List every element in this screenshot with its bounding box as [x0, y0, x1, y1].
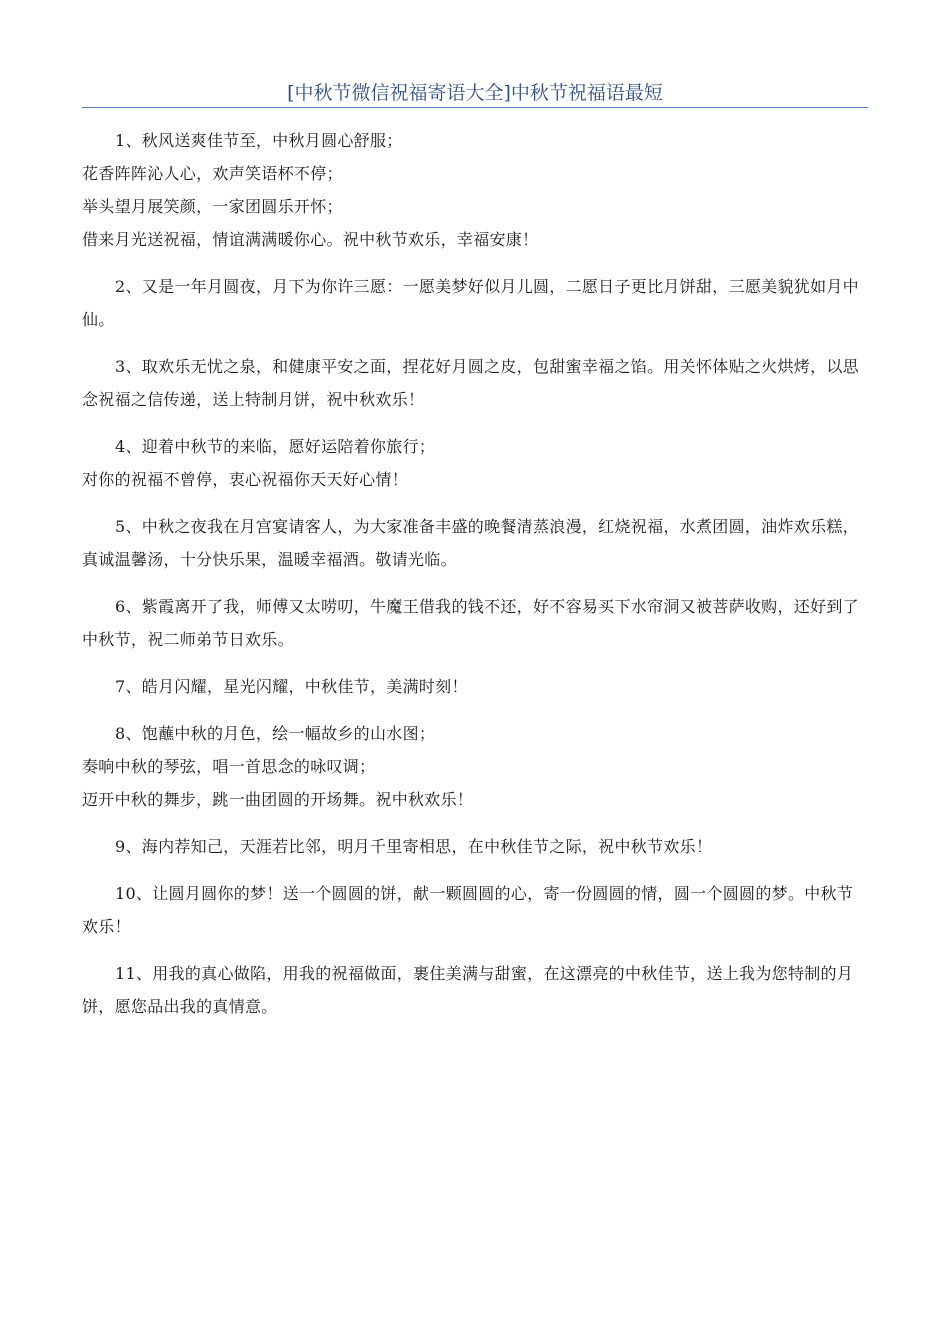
paragraph-line: 4、迎着中秋节的来临，愿好运陪着你旅行；	[115, 437, 436, 456]
paragraph-7: 7、皓月闪耀，星光闪耀，中秋佳节，美满时刻！	[115, 677, 468, 696]
paragraph-5: 5、中秋之夜我在月宫宴请客人，为大家准备丰盛的晚餐清蒸浪漫，红烧祝福，水煮团圆，油炸欢乐糕，真诚温馨汤，十分快乐果，温暖幸福酒。敬请光临。	[82, 517, 859, 569]
paragraph-11: 11、用我的真心做陷，用我的祝福做面，裹住美满与甜蜜，在这漂亮的中秋佳节，送上我为您特制的月饼，愿您品出我的真情意。	[82, 964, 854, 1016]
paragraph-line: 借来月光送祝福，情谊满满暖你心。祝中秋节欢乐，幸福安康！	[82, 230, 539, 249]
paragraph-4	[82, 430, 868, 496]
document-title: [中秋节微信祝福寄语大全]中秋节祝福语最短	[287, 82, 663, 104]
paragraph-line: 花香阵阵沁人心，欢声笑语杯不停；	[82, 164, 343, 183]
paragraph-line: 奏响中秋的琴弦，唱一首思念的咏叹调；	[82, 757, 376, 776]
paragraph-line: 1、秋风送爽佳节至，中秋月圆心舒服；	[115, 131, 403, 150]
title-underline	[82, 107, 868, 108]
paragraph-3: 3、取欢乐无忧之泉，和健康平安之面，捏花好月圆之皮，包甜蜜幸福之馅。用关怀体贴之火烘烤，以思念祝福之信传递，送上特制月饼，祝中秋欢乐！	[82, 357, 859, 409]
document-body	[82, 124, 868, 1037]
paragraph-10: 10、让圆月圆你的梦！送一个圆圆的饼，献一颗圆圆的心，寄一份圆圆的情，圆一个圆圆的梦。中秋节欢乐！	[82, 884, 854, 936]
paragraph-line: 8、饱蘸中秋的月色，绘一幅故乡的山水图；	[115, 724, 436, 743]
paragraph-line: 举头望月展笑颜，一家团圆乐开怀；	[82, 197, 343, 216]
paragraph-line: 迈开中秋的舞步，跳一曲团圆的开场舞。祝中秋欢乐！	[82, 790, 474, 809]
paragraph-8	[82, 717, 868, 816]
paragraph-2: 2、又是一年月圆夜，月下为你许三愿：一愿美梦好似月儿圆，二愿日子更比月饼甜，三愿美貌犹如月中仙。	[82, 277, 859, 329]
paragraph-line: 对你的祝福不曾停，衷心祝福你天天好心情！	[82, 470, 409, 489]
paragraph-9: 9、海内荐知己，天涯若比邻，明月千里寄相思，在中秋佳节之际，祝中秋节欢乐！	[115, 837, 713, 856]
paragraph-1	[82, 124, 868, 256]
paragraph-6: 6、紫霞离开了我，师傅又太唠叨，牛魔王借我的钱不还，好不容易买下水帘洞又被菩萨收购，还好到了中秋节，祝二师弟节日欢乐。	[82, 597, 859, 649]
